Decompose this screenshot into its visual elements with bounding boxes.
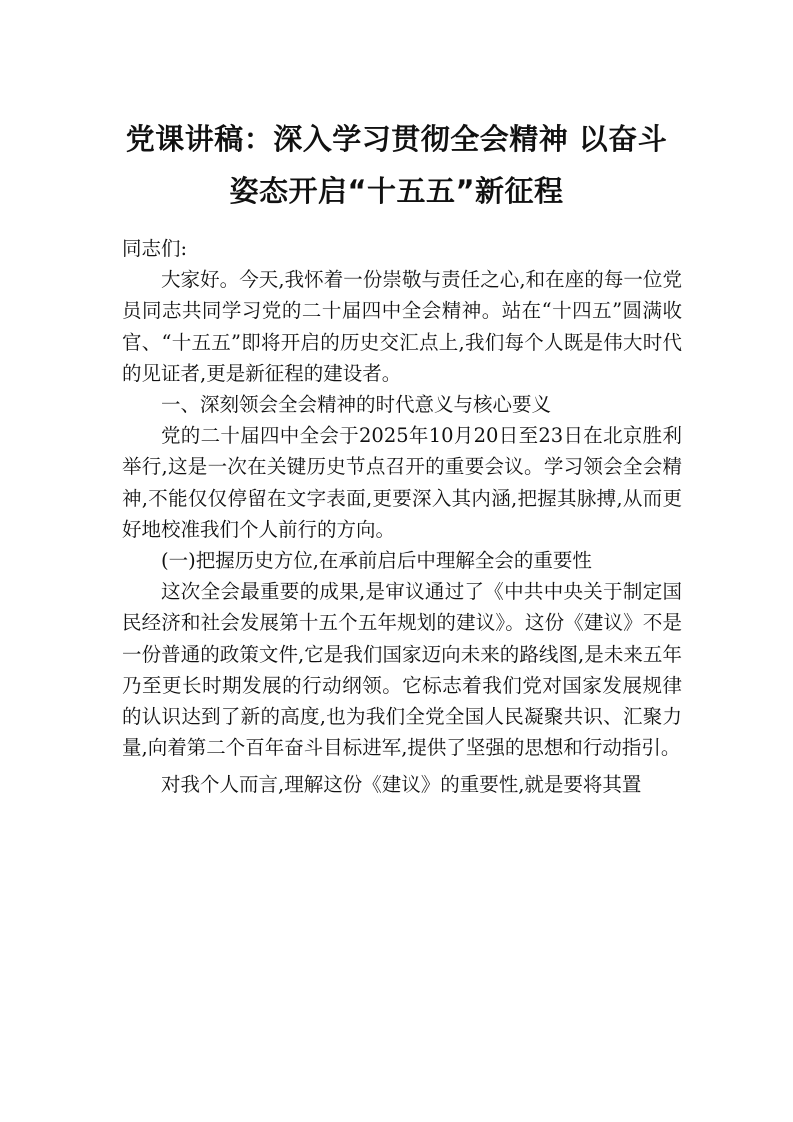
document-title-line-2: 姿态开启“十五五”新征程 (229, 174, 564, 208)
subsection-heading-1: (一)把握历史方位,在承前启后中理解全会的重要性 (161, 549, 592, 573)
paragraph-proposal: 这次全会最重要的成果,是审议通过了《中共中央关于制定国民经济和社会发展第十五个五年规划的建议》。这份《建议》不是一份普通的政策文件,它是我们国家迈向未来的路线图,是未来五年乃至更长时期发展的行动纲领。它标志着我们党对国家发展规律的认识达到了新的高度,也为我们全党全国人民凝聚共识、汇聚力量,向着第二个百年奋斗目标进军,提供了坚强的思想和行动指引。 (122, 580, 682, 760)
paragraph-greeting: 大家好。今天,我怀着一份崇敬与责任之心,和在座的每一位党员同志共同学习党的二十届四中全会精神。站在“十四五”圆满收官、“十五五”即将开启的历史交汇点上,我们每个人既是伟大时代的见证者,更是新征程的建设者。 (122, 268, 682, 385)
document-body (122, 233, 682, 801)
document-title-line-1: 党课讲稿：深入学习贯彻全会精神 以奋斗 (125, 122, 668, 156)
paragraph-personal: 对我个人而言,理解这份《建议》的重要性,就是要将其置 (161, 773, 642, 797)
paragraph-plenum-intro: 党的二十届四中全会于2025年10月20日至23日在北京胜利举行,这是一次在关键历史节点召开的重要会议。学习领会全会精神,不能仅仅停留在文字表面,更要深入其内涵,把握其脉搏,从而更好地校准我们个人前行的方向。 (122, 424, 682, 541)
section-heading-1: 一、深刻领会全会精神的时代意义与核心要义 (161, 393, 552, 417)
salutation: 同志们: (122, 237, 188, 260)
